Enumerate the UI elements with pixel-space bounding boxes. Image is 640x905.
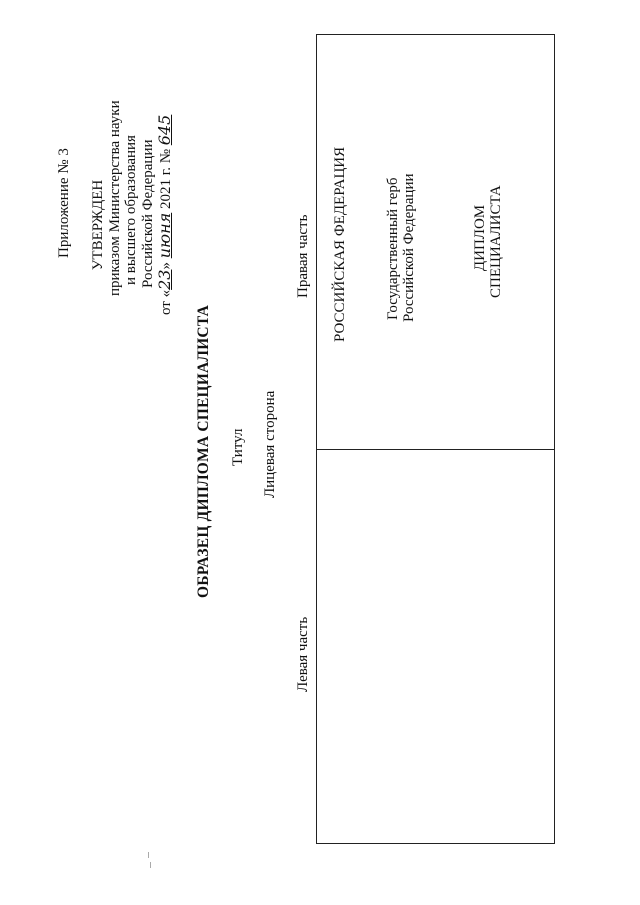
approved-stamp-text: УТВЕРЖДЕН [90, 179, 106, 271]
emblem-line-2: Российской Федерации [401, 173, 417, 322]
scan-mark [148, 852, 149, 858]
date-year: 2021 г. № [158, 145, 174, 213]
diploma-title-line-2: СПЕЦИАЛИСТА [488, 185, 504, 298]
diploma-title-line-1: ДИПЛОМ [472, 204, 488, 272]
frame-divider [316, 449, 555, 450]
date-prefix: от « [158, 289, 174, 315]
appendix-label: Приложение № 3 [56, 148, 72, 258]
country-label: РОССИЙСКАЯ ФЕДЕРАЦИЯ [332, 146, 348, 342]
diploma-frame [316, 34, 555, 844]
approval-block [90, 130, 107, 320]
left-part-label: Левая часть [295, 616, 311, 692]
document-subtitle: Титул [230, 428, 246, 466]
date-mid: » [158, 258, 174, 270]
order-line-1: приказом Министерства науки [107, 100, 123, 296]
order-date-line [156, 115, 175, 315]
document-title: ОБРАЗЕЦ ДИПЛОМА СПЕЦИАЛИСТА [195, 305, 212, 598]
right-part-label: Правая часть [295, 214, 311, 298]
handwritten-month: июня [155, 212, 174, 259]
handwritten-day: 23 [155, 269, 174, 290]
handwritten-order-number: 645 [155, 114, 174, 146]
scan-mark [150, 862, 151, 868]
order-line-2: и высшего образования [123, 135, 139, 285]
emblem-line-1: Государственный герб [385, 177, 401, 320]
document-side-label: Лицевая сторона [262, 390, 278, 498]
order-line-3: Российской Федерации [140, 139, 156, 288]
